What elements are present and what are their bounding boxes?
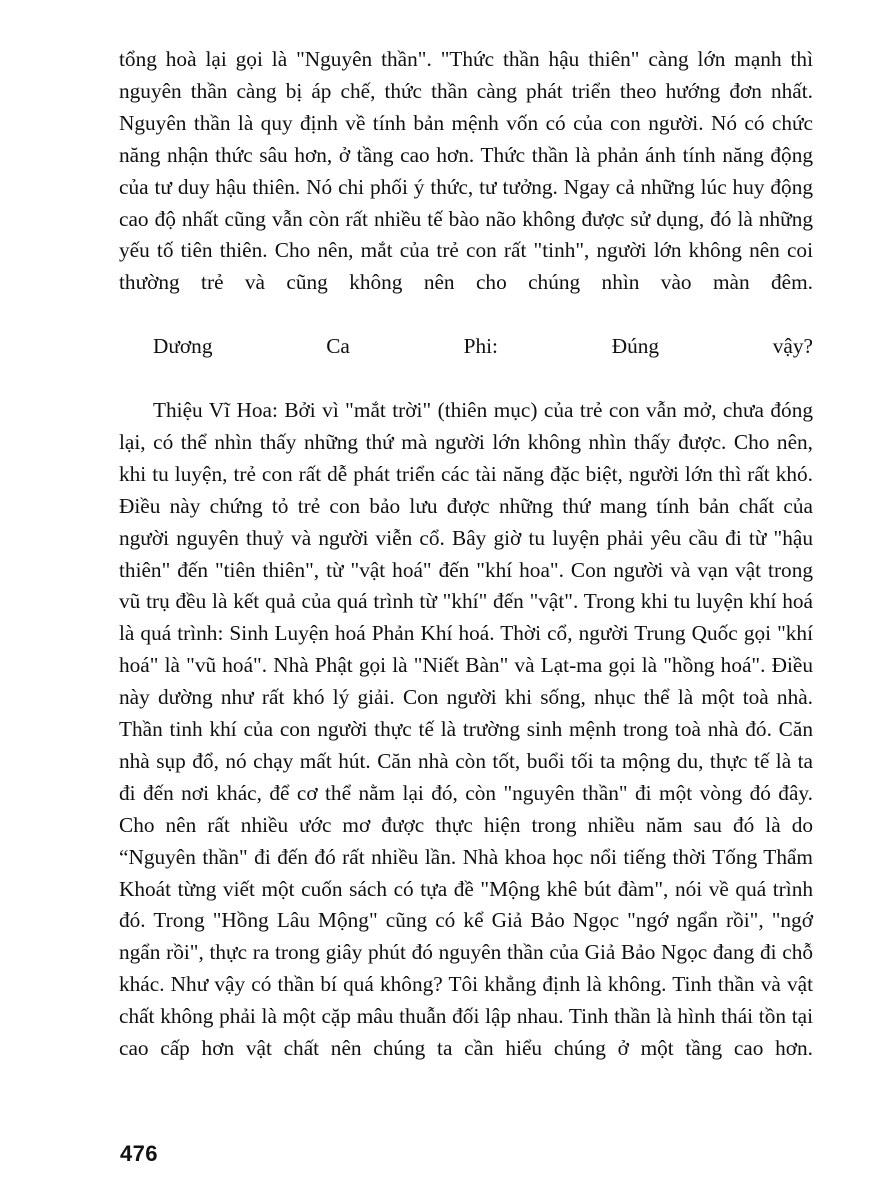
paragraph-duong-ca-phi: Dương Ca Phi: Đúng vậy? bbox=[153, 334, 813, 359]
paragraph-thieu-vi-hoa: Thiệu Vĩ Hoa: Bởi vì "mắt trời" (thiên mục) của trẻ con vẫn mở, chưa đóng lại, có thể nhìn thấy những thứ mà người lớn không nhìn thấy được. Cho nên, khi tu luyện, trẻ con rất dễ phát triển các tài năng đặc biệt, người lớn thì rất khó. Điều này chứng tỏ trẻ con bảo lưu được những thứ mang tính bản chất của người nguyên thuỷ và người viễn cổ. Bây giờ tu luyện phải yêu cầu đi từ "hậu thiên" đến "tiên thiên", từ "vật hoá" đến "khí hoa". Con người và vạn vật trong vũ trụ đều là kết quả của quá trình từ "khí" đến "vật". Trong khi tu luyện khí hoá là quá trình: Sinh Luyện hoá Phản Khí hoá. Thời cổ, người Trung Quốc gọi "khí hoá" là "vũ hoá". Nhà Phật gọi là "Niết Bàn" và Lạt-ma gọi là "hồng hoá". Điều này dường như rất khó lý giải. Con người khi sống, nhục thể là một toà nhà. Thần tinh khí của con người thực tế là trường sinh mệnh trong toà nhà đó. Căn nhà sụp đổ, nó chạy mất hút. Căn nhà còn tốt, buổi tối ta mộng du, thực tế là ta đi đến nơi khác, để cơ thể nằm lại đó, còn "nguyên thần" đi một vòng đó đây. Cho nên rất nhiều ước mơ được thực hiện trong nhiều năm sau đó là do “Nguyên thần" đi đến đó rất nhiều lần. Nhà khoa học nổi tiếng thời Tống Thẩm Khoát từng viết một cuốn sách có tựa đề "Mộng khê bút đàm", nói về quá trình đó. Trong "Hồng Lâu Mộng" cũng có kể Giả Bảo Ngọc "ngớ ngẩn rồi", "ngớ ngẩn rồi", thực ra trong giây phút đó nguyên thần của Giả Bảo Ngọc đang đi chỗ khác. Như vậy có thần bí quá không? Tôi khẳng định là không. Tinh thần và vật chất không phải là một cặp mâu thuẫn đối lập nhau. Tinh thần là hình thái tồn tại cao cấp hơn vật chất nên chúng ta cần hiểu chúng ở một tầng cao hơn. bbox=[119, 397, 813, 1061]
paragraph-continued-nguyen-than: tổng hoà lại gọi là "Nguyên thần". "Thức thần hậu thiên" càng lớn mạnh thì nguyên thần càng bị áp chế, thức thần càng phát triển theo hướng đơn nhất. Nguyên thần là quy định về tính bản mệnh vốn có của con người. Nó có chức năng nhận thức sâu hơn, ở tầng cao hơn. Thức thần là phản ánh tính năng động của tư duy hậu thiên. Nó chi phối ý thức, tư tưởng. Ngay cả những lúc huy động cao độ nhất cũng vẫn còn rất nhiều tế bào não không được sử dụng, đó là những yếu tố tiên thiên. Cho nên, mắt của trẻ con rất "tinh", người lớn không nên coi thường trẻ và cũng không nên cho chúng nhìn vào màn đêm. bbox=[119, 47, 813, 295]
page-number: 476 bbox=[120, 1141, 158, 1166]
page-body-text bbox=[119, 44, 813, 1097]
